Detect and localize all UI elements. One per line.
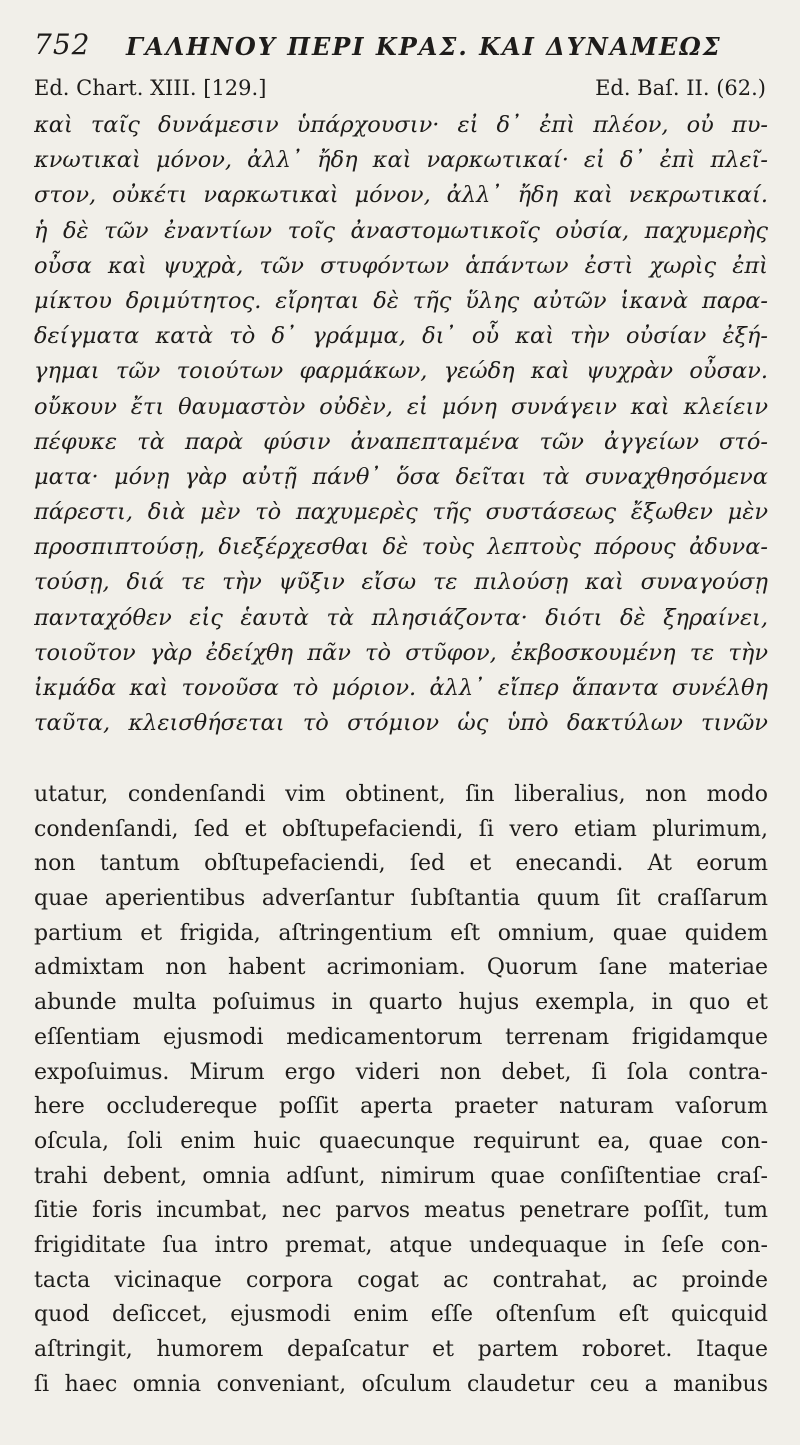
greek-line: οὔκουν ἔτι θαυμαστὸν οὐδὲν, εἰ μόνη συνάγειν καὶ κλείειν [34,393,768,420]
greek-line: πέφυκε τὰ παρὰ φύσιν ἀναπεπταμένα τῶν ἀγγείων στό- [34,428,768,455]
greek-text-block [34,108,768,741]
greek-line: γημαι τῶν τοιούτων φαρμάκων, γεώδη καὶ ψυχρὰν οὖσαν. [34,358,768,385]
running-title: ΓΑΛΗΝΟΥ ΠΕΡΙ ΚΡΑΣ. ΚΑΙ ΔΥΝΑΜΕΩΣ [126,32,722,61]
greek-line: μίκτου δριμύτητος. εἴρηται δὲ τῆς ὕλης αὐτῶν ἱκανὰ παρα- [34,287,768,314]
latin-line: quae aperientibus adverſantur ſubſtantia quum ſit craſſarum [34,886,768,912]
latin-line: admixtam non habent acrimoniam. Quorum ſane materiae [34,955,768,981]
latin-line: here occludereque poſſit aperta praeter naturam vaſorum [34,1094,768,1120]
edition-references [34,76,766,106]
latin-text-block [34,778,768,1402]
latin-line: oſcula, ſoli enim huic quaecunque requirunt ea, quae con- [34,1128,768,1154]
latin-line: partium et frigida, aſtringentium eſt omnium, quae quidem [34,920,768,946]
greek-line: τοιοῦτον γὰρ ἐδείχθη πᾶν τὸ στῦφον, ἐκβοσκουμένη τε τὴν [34,639,768,666]
greek-line: ματα· μόνῃ γὰρ αὐτῇ πάνθ᾽ ὅσα δεῖται τὰ συναχθησόμενα [34,463,768,490]
latin-line: trahi debent, omnia adſunt, nimirum quae conſiſtentiae craſ- [34,1163,768,1189]
greek-line: στον, οὐκέτι ναρκωτικαὶ μόνον, ἀλλ᾽ ἤδη καὶ νεκρωτικαί. [34,182,768,209]
greek-line: πάρεστι, διὰ μὲν τὸ παχυμερὲς τῆς συστάσεως ἔξωθεν μὲν [34,499,768,526]
latin-line: abunde multa poſuimus in quarto hujus exempla, in quo et [34,990,768,1016]
page-number: 752 [34,28,91,61]
greek-line: κνωτικαὶ μόνον, ἀλλ᾽ ἤδη καὶ ναρκωτικαί· εἰ δ᾽ ἐπὶ πλεῖ- [34,147,768,174]
latin-line: frigiditate ſua intro premat, atque undequaque in ſeſe con- [34,1232,768,1258]
latin-line: aſtringit, humorem depaſcatur et partem roboret. Itaque [34,1337,768,1362]
greek-line: ἰκμάδα καὶ τονοῦσα τὸ μόριον. ἀλλ᾽ εἴπερ ἅπαντα συνέλθη [34,675,768,701]
latin-line: ſitie foris incumbat, nec parvos meatus penetrare poſſit, tum [34,1198,768,1224]
greek-line: καὶ ταῖς δυνάμεσιν ὑπάρχουσιν· εἰ δ᾽ ἐπὶ πλέον, οὐ πυ- [34,112,768,138]
running-head [30,24,770,64]
latin-line: condenſandi, ſed et obſtupefaciendi, ſi vero etiam plurimum, [34,816,768,842]
latin-line: ſi haec omnia conveniant, oſculum claudetur ceu a manibus [34,1371,768,1397]
latin-line: tacta vicinaque corpora cogat ac contrahat, ac proinde [34,1267,768,1293]
latin-line: quod deſiccet, ejusmodi enim eſſe oſtenſum eſt quicquid [34,1302,768,1328]
latin-line: non tantum obſtupefaciendi, ſed et enecandi. At eorum [34,851,768,877]
greek-line: πανταχόθεν εἰς ἑαυτὰ τὰ πλησιάζοντα· διότι δὲ ξηραίνει, [34,604,768,631]
latin-line: utatur, condenſandi vim obtinent, ſin liberalius, non modo [34,782,768,807]
latin-line: expoſuimus. Mirum ergo videri non debet, ſi ſola contra- [34,1059,768,1085]
greek-line: οὖσα καὶ ψυχρὰ, τῶν στυφόντων ἁπάντων ἐστὶ χωρὶς ἐπὶ [34,252,768,279]
greek-line: προσπιπτούσῃ, διεξέρχεσθαι δὲ τοὺς λεπτοὺς πόρους ἀδυνα- [34,534,768,561]
greek-line: τούσῃ, διά τε τὴν ψῦξιν εἴσω τε πιλούσῃ καὶ συναγούσῃ [34,569,768,596]
greek-line: δείγματα κατὰ τὸ δ᾽ γράμμα, δι᾽ οὗ καὶ τὴν οὐσίαν ἐξή- [34,323,768,350]
latin-line: eſſentiam ejusmodi medicamentorum terrenam frigidamque [34,1024,768,1050]
edition-chart-ref: Ed. Chart. XIII. [129.] [34,76,267,100]
greek-line: ταῦτα, κλεισθήσεται τὸ στόμιον ὡς ὑπὸ δακτύλων τινῶν [34,710,768,737]
greek-line: ἡ δὲ τῶν ἐναντίων τοῖς ἀναστομωτικοῖς οὐσία, παχυμερὴς [34,217,768,244]
edition-bas-ref: Ed. Baſ. II. (62.) [595,76,766,100]
